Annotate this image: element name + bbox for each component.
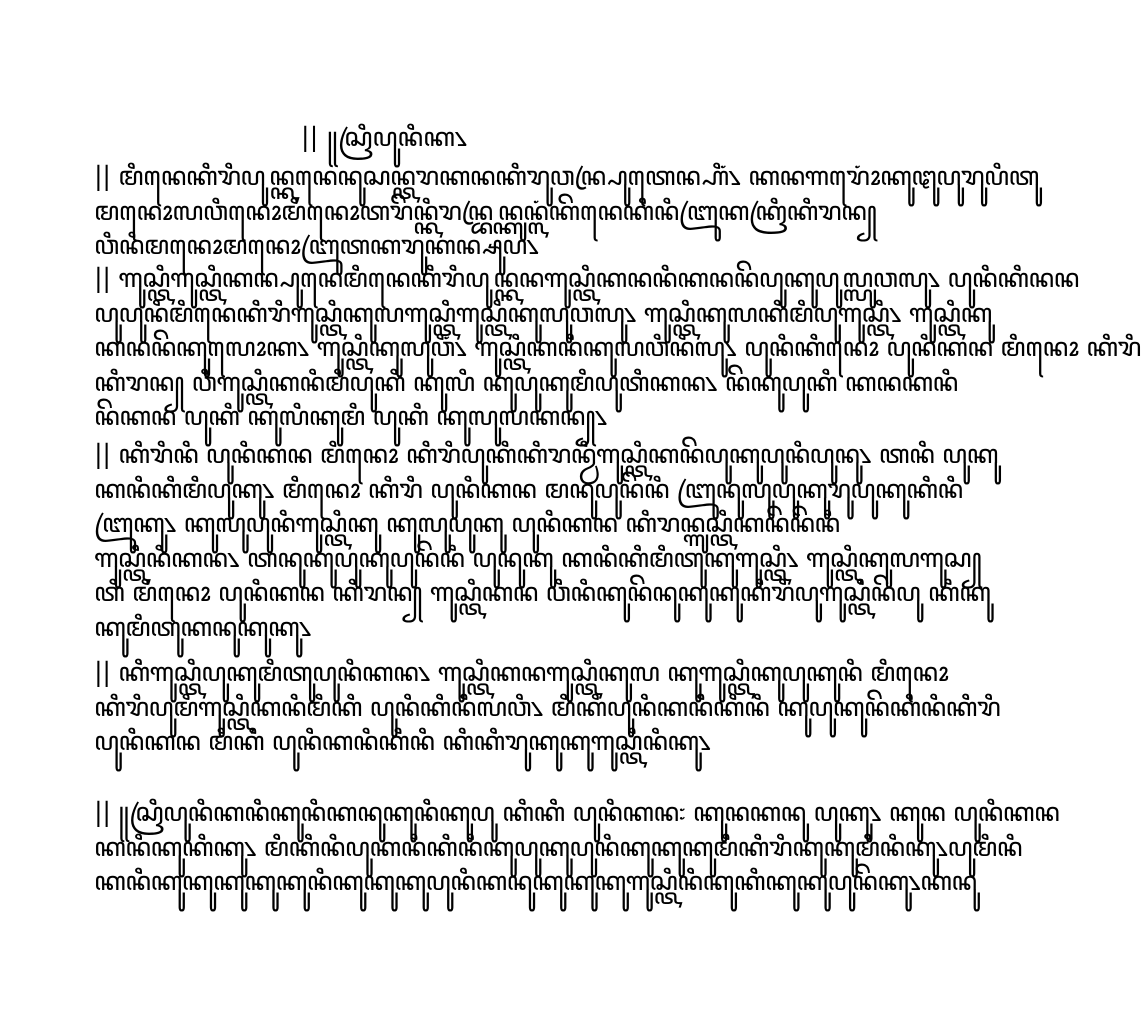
paragraph-5 — [94, 796, 1060, 900]
paragraph-4 — [94, 656, 1001, 760]
text-line: ꦥꦸꦥꦸꦤꦶꦩꦶꦤꦺꦏꦶꦫꦶꦒꦸꦱ꧀ꦠꦶꦏꦸꦭꦒꦸꦱ꧀ꦠꦶꦒꦸꦱ꧀ꦠꦶꦏꦸꦭꦸꦮꦭꦸ꧈ ꦒꦸꦱ꧀ꦠꦶꦏꦸꦭꦏꦶꦩꦶꦥꦸꦒꦸꦱ꧀ꦠꦶ꧈ ꦒꦸꦱ꧀ꦠꦶꦏꦸ — [94, 298, 992, 329]
text-line: ꦏꦤꦶꦏꦸꦏꦶꦏꦸ꧈ ꦩꦶꦏꦶꦤꦶꦥꦸꦏꦤꦶꦏꦶꦤꦶꦏꦸꦥꦸꦏꦸꦥꦸꦤꦶꦏꦸꦏꦸꦏꦸꦩꦶꦏꦶꦫꦶꦏꦸꦏꦸꦩꦶꦤꦶꦏꦸ꧈ꦥꦸꦩꦶꦤꦶ — [94, 832, 1022, 863]
paragraph-2 — [94, 262, 1141, 435]
paragraph-3 — [94, 438, 998, 645]
text-line: ꦏꦤꦶꦏꦸꦏꦸꦏꦸꦏꦸꦏꦸꦤꦶꦏꦸꦏꦸꦏꦸꦥꦸꦤꦶꦏꦤꦸꦏꦸꦏꦸꦏꦸꦒꦸꦱ꧀ꦠꦶꦤꦶꦏꦸꦏꦶꦏꦸꦏꦸꦥꦸꦤꦼꦏꦸ꧈ꦏꦤꦸ — [94, 867, 977, 897]
text-line: || ꦏꦶꦫꦶꦤꦶ ꦥꦸꦤꦶꦏꦤ ꦩꦶꦤꦺꦴ ꦏꦶꦫꦶꦥꦸꦏꦶꦏꦶꦫꦤ꧀ꦮꦶꦒꦸꦱ꧀ꦠꦶꦏꦤꦼꦥꦸꦏꦸꦥꦸꦤꦶꦥꦸꦤꦸ꧈ ꦠꦤꦶ ꦥꦸꦏꦸ — [94, 440, 998, 470]
text-line: ꦒꦸꦱ꧀ꦠꦶꦤꦶꦏꦤ꧈ ꦠꦤꦸꦏꦸꦥꦸꦏꦸꦥꦸꦤꦼꦤꦶ ꦥꦸꦤꦸꦏꦸ ꦏꦤꦶꦏꦶꦩꦶꦠꦸꦏꦸꦒꦸꦱ꧀ꦠꦶ꧈ ꦒꦸꦱ꧀ꦠꦶꦏꦸꦭꦒꦸꦱ꧀ — [94, 543, 982, 574]
text-line: || ꦏꦶꦒꦸꦱ꧀ꦠꦶꦥꦸꦏꦸꦩꦶꦠꦸꦥꦸꦤꦶꦏꦤ꧈ ꦒꦸꦱ꧀ꦠꦶꦏꦤꦒꦸꦱ꧀ꦠꦶꦏꦸꦭ ꦏꦸꦒꦸꦱ꧀ꦠꦶꦏꦸꦥꦸꦏꦸꦤꦶ ꦩꦶꦤꦺꦴ — [94, 658, 949, 688]
text-line: ꦏꦤꦤꦼꦏꦸꦭꦺꦴꦏ꧈ ꦒꦸꦱ꧀ꦠꦶꦏꦸꦭꦸꦮꦶꦁ꧈ ꦒꦸꦱ꧀ꦠꦶꦏꦤꦶꦏꦸꦭꦮꦶꦤꦶꦭꦸ꧈ ꦥꦸꦤꦶꦏꦶꦤꦺꦴ ꦥꦸꦤꦶꦏꦤ ꦩꦶꦤꦺꦴ ꦏꦶꦫꦶ — [94, 333, 1141, 363]
text-line: ꦧꦿꦸꦏꦸ꧈ ꦏꦸꦭꦸꦥꦸꦤꦶꦒꦸꦱ꧀ꦠꦶꦏꦸ ꦏꦸꦭꦸꦥꦸꦏꦸ ꦥꦸꦤꦶꦏꦤ ꦏꦶꦫꦤ꧀ꦒꦸꦱ꧀ꦠꦶꦏꦤꦼꦤꦼꦤꦶ — [94, 509, 840, 539]
text-line: ꦤꦼꦏꦤ ꦥꦸꦏꦶ ꦏꦸꦭꦶꦏꦸꦩꦶ ꦥꦸꦏꦶ ꦏꦸꦭꦸꦭꦏꦤ꧀꧈ — [94, 402, 607, 432]
text-line: || ꦒꦸꦱ꧀ꦠꦶꦒꦸꦱ꧀ꦠꦶꦏꦤ꧀ꦥꦸꦤꦺꦩꦶꦤꦺꦏꦶꦫꦶꦥꦸꦤ꧀ꦏꦤꦒꦸꦱ꧀ꦠꦶꦏꦤꦤꦶꦏꦤꦤꦼꦥꦸꦏꦸꦥꦸꦭ꧀ꦭꦸꦮꦭꦸ꧈ ꦥꦸꦤꦶꦏꦶꦤꦤ — [94, 264, 1079, 294]
paragraph-1 — [94, 160, 1039, 264]
text-line: ꦏꦶꦫꦶꦥꦸꦩꦶꦒꦸꦱ꧀ꦠꦶꦏꦤꦶꦩꦶꦏꦶ ꦥꦸꦤꦶꦏꦶꦤꦶꦭꦮꦶ꧈ ꦩꦶꦏꦶꦥꦸꦤꦶꦏꦤꦶꦏꦶꦤꦶ ꦏꦸꦥꦸꦏꦸꦤꦼꦏꦶꦤꦶꦏꦶꦫꦶ — [94, 692, 1001, 723]
text-line: || ꦩꦶꦤꦺꦏꦶꦫꦶꦥꦸꦤ꧀ꦏꦤꦺꦤꦸꦱꦤ꧀ꦠꦫꦏꦤꦏꦶꦫꦸꦮꦤ꧀ꦥꦿꦸꦠꦺꦤ꧀ꦲꦶꦁ꧈ ꦏꦤꦒꦫꦺꦴꦁꦏꦸꦛꦸꦥꦸꦫꦸꦥꦶꦠꦸ — [94, 162, 1039, 192]
text-line: ꦏꦸꦩꦶꦠꦸꦏꦤꦸꦏꦸꦏꦸ꧈ — [94, 612, 311, 643]
text-line: ꦥꦸꦤꦶꦏꦤ ꦩꦶꦏꦶ ꦥꦸꦤꦶꦏꦤꦶꦏꦶꦤꦶ ꦏꦶꦏꦶꦫꦸꦏꦸꦏꦸꦒꦸꦱ꧀ꦠꦶꦤꦶꦏꦸ꧈ — [94, 727, 711, 757]
text-line: ꦏꦤꦶꦏꦶꦩꦶꦥꦸꦏꦸ꧈ ꦩꦶꦤꦺꦴ ꦏꦶꦫꦶ ꦥꦸꦤꦶꦏꦤ ꦩꦤꦸꦥꦸꦤꦼꦤꦶ ꦧꦿꦸꦤꦸꦭꦸꦥꦸꦏꦸꦫꦸꦥꦸꦏꦸꦏꦶꦤꦶ — [94, 474, 963, 505]
document-title: || ꧋ꦱꦿꦶꦥꦸꦤꦶꦏ꧈ — [300, 123, 468, 153]
text-line: ꦮꦶꦤꦶꦩꦤꦺꦴꦩꦤꦺꦴꦧꦿꦸꦠꦏꦫꦸꦏꦤ꧀ꦱꦸꦥ꧈ — [94, 231, 539, 261]
text-line: ꦠꦶ ꦩꦶꦤꦺꦴ ꦥꦸꦤꦶꦏꦤ ꦏꦶꦫꦤ꧀ ꦒꦸꦱ꧀ꦠꦶꦏꦤ ꦮꦶꦤꦶꦏꦸꦤꦼꦤꦸꦏꦸꦏꦸꦏꦶꦫꦶꦥꦸꦒꦸꦱ꧀ꦠꦶꦤꦼꦥꦸ ꦏꦶꦏꦸ — [94, 578, 991, 608]
text-line: ꦏꦶꦫꦤ꧀ ꦮꦶꦒꦸꦱ꧀ꦠꦶꦏꦤꦶꦩꦶꦥꦸꦏꦶ ꦏꦸꦭꦶ ꦏꦸꦥꦸꦏꦸꦩꦶꦥꦸꦠꦶꦏꦤ꧈ ꦤꦼꦏꦸꦥꦸꦏꦶ ꦏꦤꦏꦤꦶ — [94, 367, 958, 398]
text-line: || ꧋ꦱꦿꦶꦥꦸꦤꦶꦏꦤꦶꦏꦸꦤꦶꦏꦤꦸꦏꦸꦤꦶꦏꦸꦥꦸ ꦏꦶꦏꦶ ꦥꦸꦤꦶꦏꦤ꧇ ꦏꦸꦤꦏꦤꦸ ꦥꦸꦏꦸ꧈ ꦏꦸꦤ ꦥꦸꦤꦶꦏꦤ — [94, 798, 1060, 828]
text-line: ꦩꦤꦺꦴꦭꦮꦶꦤꦺꦴꦩꦶꦤꦺꦴꦠꦫꦼꦤ꧀ꦏꦶꦫꦤ꧀ꦧꦿꦤ꧀ꦏꦸꦤ꧀ꦭꦁꦏꦼꦤꦺꦏꦶꦤꦶꦧꦿꦸꦏꦏꦿꦶꦏꦶꦫꦤ꧀ — [94, 196, 877, 227]
